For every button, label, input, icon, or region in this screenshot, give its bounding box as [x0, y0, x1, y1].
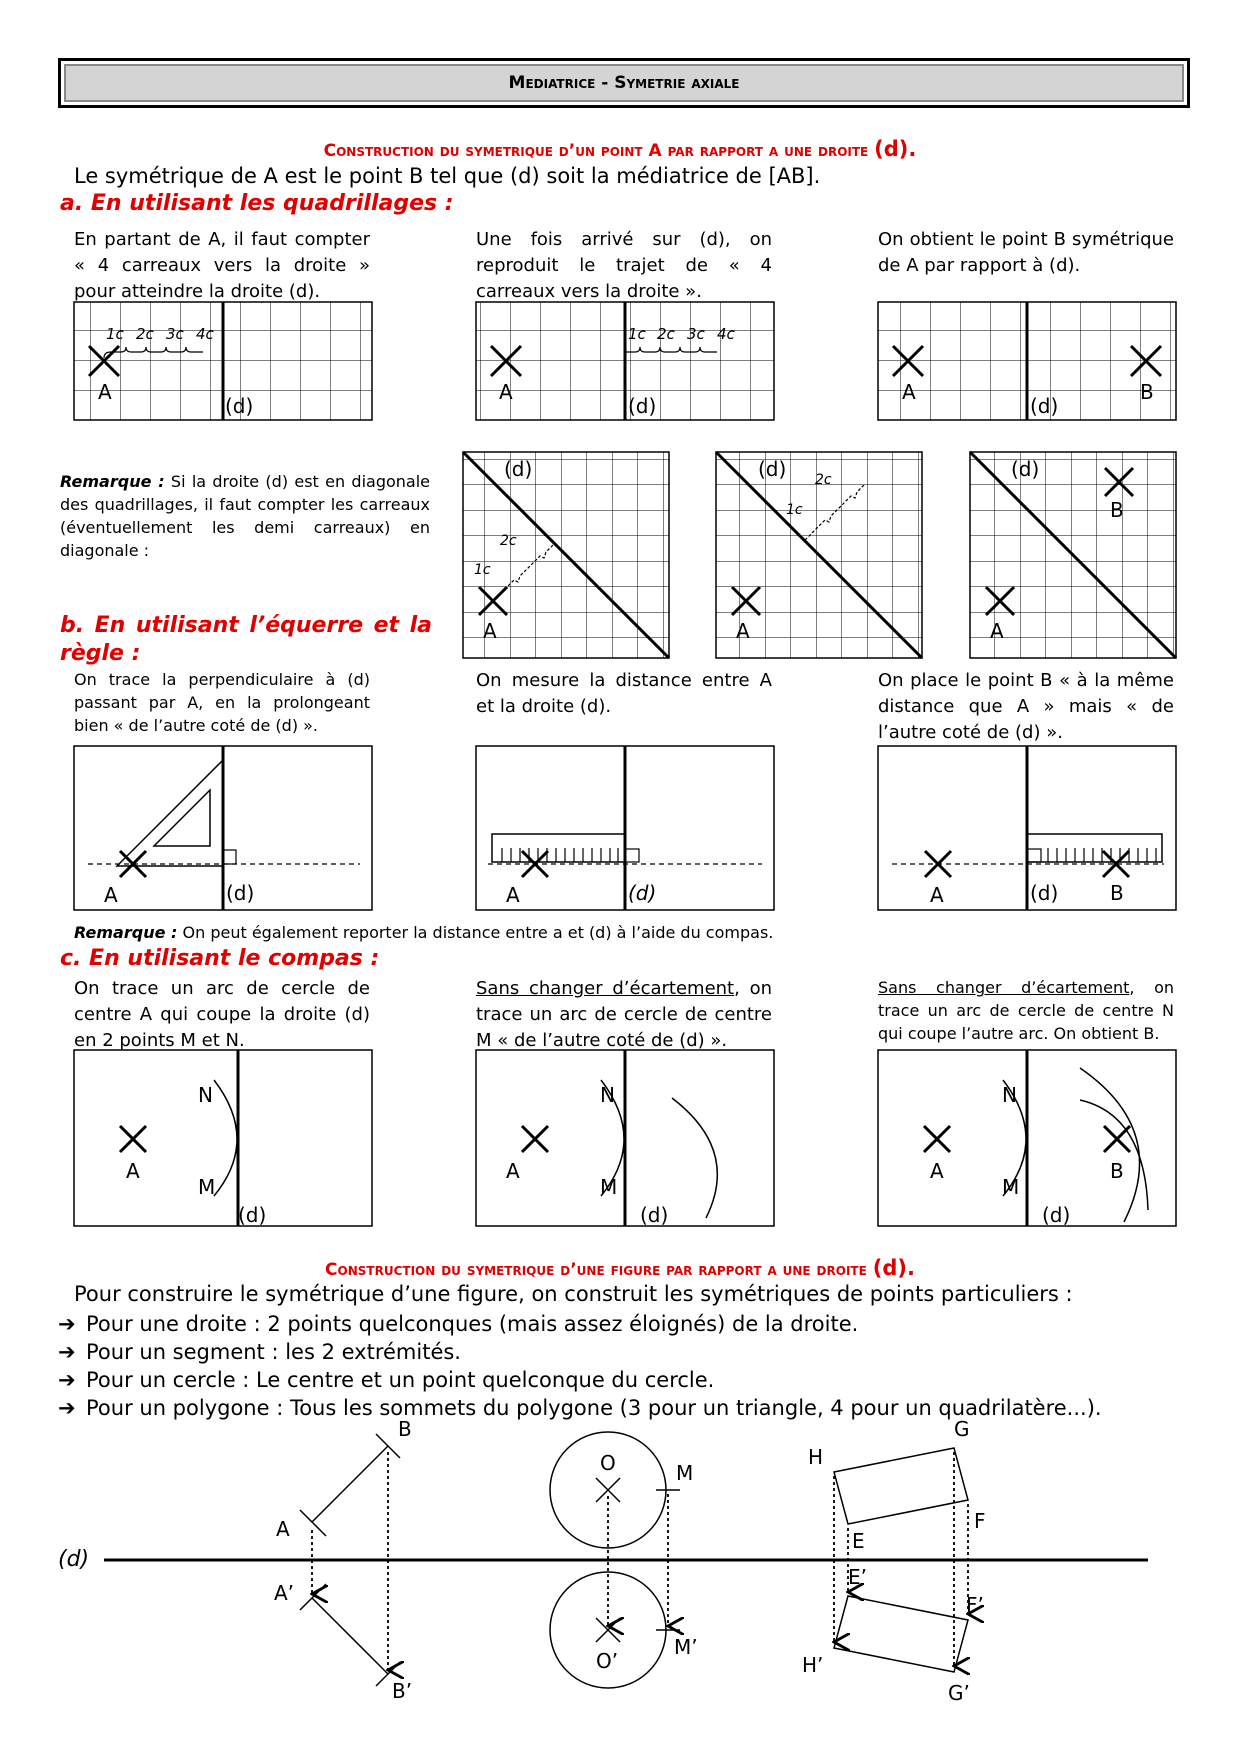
- square-ruler-fig-2: [476, 746, 774, 910]
- intro-2-text: Pour construire le symétrique d’une figure, on construit les symétriques de points particuliers :: [74, 1282, 1073, 1306]
- point-b-label: B: [1110, 498, 1124, 522]
- list-item: ➔ Pour une droite : 2 points quelconques (mais assez éloignés) de la droite.: [58, 1312, 859, 1336]
- a-text-3: On obtient le point B symétrique de A par rapport à (d).: [878, 229, 1174, 276]
- compass-fig-2: [476, 1050, 774, 1226]
- c-text-1: On trace un arc de cercle de centre A qui coupe la droite (d) en 2 points M et N.: [74, 978, 370, 1051]
- point-a-label: A: [990, 619, 1004, 643]
- point-h-label: H: [808, 1445, 824, 1469]
- c1-label: 1c: [106, 325, 124, 343]
- c2-label: 2c: [136, 325, 154, 343]
- point-a-label: A: [902, 380, 916, 404]
- list-item: ➔ Pour un polygone : Tous les sommets du polygone (3 pour un triangle, 4 pour un quadrilatère...).: [58, 1396, 1102, 1420]
- point-m-label: M: [600, 1175, 618, 1199]
- remark-2: Remarque : On peut également reporter la distance entre a et (d) à l’aide du compas.: [74, 923, 774, 942]
- list-item: ➔ Pour un segment : les 2 extrémités.: [58, 1340, 461, 1364]
- section-a-title: a. En utilisant les quadrillages :: [60, 191, 454, 216]
- c4-label: 4c: [196, 325, 214, 343]
- list-item: ➔ Pour un cercle : Le centre et un point quelconque du cercle.: [58, 1368, 715, 1392]
- c2-label: 2c: [815, 472, 832, 488]
- heading-point-symmetry: Construction du symetrique d’un point A par rapport a une droite (d).: [323, 137, 917, 161]
- point-b-prime-label: B’: [392, 1679, 413, 1703]
- point-m-prime-label: M’: [674, 1635, 698, 1659]
- d-label: (d): [628, 394, 657, 418]
- a-text-1: En partant de A, il faut compter « 4 carreaux vers la droite » pour atteindre la droite (d).: [74, 229, 370, 302]
- point-f-label: F: [974, 1509, 986, 1533]
- bullet-list: [58, 1310, 1102, 1422]
- arrow-icon: ➔: [58, 1396, 76, 1420]
- point-n-label: N: [198, 1083, 213, 1107]
- remark-1: Remarque : Si la droite (d) est en diagonale des quadrillages, il faut compter les carreaux (éventuellement les demi carreaux) en diagonale :: [60, 472, 430, 560]
- point-a-label: A: [276, 1517, 290, 1541]
- point-m-label: M: [198, 1175, 216, 1199]
- grid-figure-3: [878, 302, 1176, 420]
- grid-figure-2: [476, 302, 774, 420]
- d-label: (d): [1030, 394, 1059, 418]
- point-g-label: G: [954, 1417, 970, 1441]
- point-a-label: A: [506, 1159, 520, 1183]
- point-n-label: N: [600, 1083, 615, 1107]
- square-ruler-fig-3: [878, 746, 1176, 910]
- point-a-label: A: [499, 380, 513, 404]
- c2-label: 2c: [657, 325, 675, 343]
- point-o-label: O: [600, 1451, 616, 1475]
- arrow-icon: ➔: [58, 1340, 76, 1364]
- point-a-label: A: [736, 619, 750, 643]
- d-label: (d): [225, 394, 254, 418]
- c-text-2: Sans changer d’écartement, on trace un arc de cercle de centre M « de l’autre coté de (d) ».: [476, 978, 772, 1051]
- arrow-icon: ➔: [58, 1368, 76, 1392]
- point-a-label: A: [98, 380, 112, 404]
- c1-label: 1c: [474, 562, 491, 578]
- a-text-2: Une fois arrivé sur (d), on reproduit le trajet de « 4 carreaux vers la droite ».: [476, 229, 772, 302]
- point-a-label: A: [126, 1159, 140, 1183]
- point-m-label: M: [676, 1461, 694, 1485]
- c1-label: 1c: [786, 502, 803, 518]
- d-label: (d): [628, 881, 657, 905]
- c-text-3: Sans changer d’écartement, on trace un arc de cercle de centre N qui coupe l’autre arc. On obtient B.: [878, 978, 1174, 1043]
- d-axis-label: (d): [58, 1547, 90, 1572]
- point-a-label: A: [506, 883, 520, 907]
- page-title: Mediatrice - Symetrie axiale: [508, 73, 740, 93]
- point-a-label: A: [930, 1159, 944, 1183]
- point-f-prime-label: F’: [966, 1593, 984, 1617]
- point-g-prime-label: G’: [948, 1681, 970, 1705]
- point-m-label: M: [1002, 1175, 1020, 1199]
- d-label: (d): [640, 1203, 669, 1227]
- remark-label: Remarque :: [74, 923, 178, 942]
- square-ruler-fig-1: [74, 746, 372, 910]
- point-a-label: A: [104, 883, 118, 907]
- arrow-icon: ➔: [58, 1312, 76, 1336]
- grid-figure-1: [74, 302, 372, 420]
- point-e-prime-label: E’: [848, 1565, 867, 1589]
- point-b-label: B: [1110, 1159, 1124, 1183]
- point-b-label: B: [1140, 380, 1154, 404]
- point-a-label: A: [483, 619, 497, 643]
- point-e-label: E: [852, 1529, 865, 1553]
- point-b-label: B: [398, 1417, 412, 1441]
- d-label: (d): [226, 881, 255, 905]
- c3-label: 3c: [687, 325, 705, 343]
- d-label: (d): [1030, 881, 1059, 905]
- d-label: (d): [238, 1203, 267, 1227]
- d-label: (d): [1011, 457, 1040, 481]
- point-o-prime-label: O’: [596, 1649, 619, 1673]
- compass-fig-1: [74, 1050, 372, 1226]
- b-text-2: On mesure la distance entre A et la droite (d).: [476, 670, 772, 717]
- c3-label: 3c: [166, 325, 184, 343]
- section-c-title: c. En utilisant le compas :: [60, 946, 380, 971]
- point-n-label: N: [1002, 1083, 1017, 1107]
- c4-label: 4c: [717, 325, 735, 343]
- point-h-prime-label: H’: [802, 1653, 824, 1677]
- compass-fig-3: [878, 1050, 1176, 1226]
- heading-figure-symmetry: Construction du symetrique d’une figure par rapport a une droite (d).: [325, 1256, 915, 1280]
- c2-label: 2c: [500, 533, 517, 549]
- b-text-1: On trace la perpendiculaire à (d) passant par A, en la prolongeant bien « de l’autre coté de (d) ».: [74, 670, 370, 735]
- d-label: (d): [758, 457, 787, 481]
- section-b-title: b. En utilisant l’équerre et la règle :: [60, 613, 432, 666]
- remark-label: Remarque :: [60, 472, 165, 491]
- d-label: (d): [504, 457, 533, 481]
- b-text-3: On place le point B « à la même distance que A » mais « de l’autre coté de (d) ».: [878, 670, 1174, 743]
- point-a-prime-label: A’: [274, 1581, 295, 1605]
- intro-text: Le symétrique de A est le point B tel que (d) soit la médiatrice de [AB].: [74, 164, 821, 188]
- point-b-label: B: [1110, 881, 1124, 905]
- d-label: (d): [1042, 1203, 1071, 1227]
- c1-label: 1c: [628, 325, 646, 343]
- point-a-label: A: [930, 883, 944, 907]
